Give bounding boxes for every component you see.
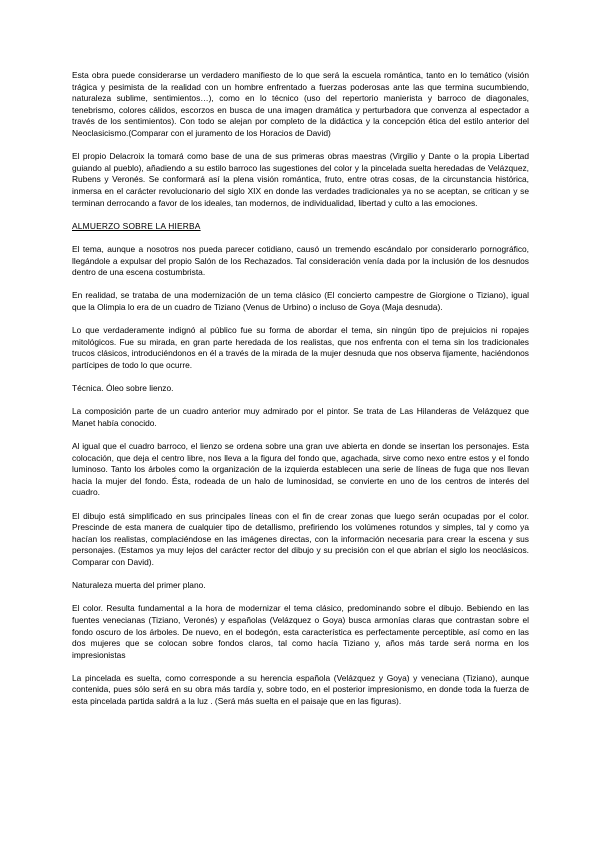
paragraph: Al igual que el cuadro barroco, el lienzo se ordena sobre una gran uve abierta en donde se insertan los personajes. Esta colocación, que deja el centro libre, nos lleva a la figura del fondo que, agachada, sirve como nexo entre estos y el fondo luminoso. Tanto los árboles como la organización de la izquierda establecen una serie de líneas de fuga que nos llevan hacia la mujer del fondo. Ésta, rodeada de un halo de luminosidad, se convierte en uno de los centros de interés del cuadro. — [72, 441, 529, 498]
paragraph: En realidad, se trataba de una modernización de un tema clásico (El concierto campestre de Giorgione o Tiziano), igual que la Olimpia lo era de un cuadro de Tiziano (Venus de Urbino) o incluso de Goya (Maja desnuda). — [72, 290, 529, 312]
document-body — [72, 70, 529, 719]
paragraph: Esta obra puede considerarse un verdadero manifiesto de lo que será la escuela romántica, tanto en lo temático (visión trágica y pesimista de la realidad con un hombre enfrentado a fuerzas poderosas ante las que termina sucumbiendo, naturaleza sublime, sentimientos…), como en lo técnico (uso del repertorio manierista y barroco de diagonales, tenebrismo, colores cálidos, escorzos en busca de una imagen dramática y perturbadora que convenza al espectador a través de los sentimientos). Con todo se alejan por completo de la didáctica y la concepción ética del estilo anterior del Neoclasicismo.(Comparar con el juramento de los Horacios de David) — [72, 70, 529, 138]
paragraph: Lo que verdaderamente indignó al público fue su forma de abordar el tema, sin ningún tipo de prejuicios ni ropajes mitológicos. Fue su mirada, en gran parte heredada de los realistas, que nos enfrenta con el tema sin los tradicionales trucos clásicos, introduciéndonos en él a través de la mirada de la mujer desnuda que nos observa fijamente, haciéndonos partícipes de todo lo que ocurre. — [72, 325, 529, 370]
paragraph: El tema, aunque a nosotros nos pueda parecer cotidiano, causó un tremendo escándalo por considerarlo pornográfico, llegándole a expulsar del propio Salón de los Rechazados. Tal consideración venía dada por la inclusión de los desnudos dentro de una escena costumbrista. — [72, 243, 529, 278]
paragraph: Técnica. Óleo sobre lienzo. — [72, 383, 174, 394]
paragraph: La pincelada es suelta, como corresponde a su herencia española (Velázquez y Goya) y veneciana (Tiziano), aunque contenida, pues sólo será en su obra más tardía y, sobre todo, en el posterior impresionismo, en donde toda la fuerza de esta pincelada partida saldrá a la luz . (Será más suelta en el paisaje que en las figuras). — [72, 672, 529, 707]
paragraph: El dibujo está simplificado en sus principales líneas con el fin de crear zonas que luego serán ocupadas por el color. Prescinde de esta manera de cualquier tipo de detallismo, prefiriendo los volúmenes rotundos y simples, tal y como ya hacían los realistas, complaciéndose en las imágenes directas, con la información necesaria para crear la escena y sus personajes. (Estamos ya muy lejos del carácter rector del dibujo y su precisión con el que abrían el siglo los neoclásicos. Comparar con David). — [72, 510, 529, 567]
section-heading: ALMUERZO SOBRE LA HIERBA — [72, 220, 201, 231]
paragraph: La composición parte de un cuadro anterior muy admirado por el pintor. Se trata de Las Hilanderas de Velázquez que Manet había conocido. — [72, 406, 529, 428]
paragraph: El color. Resulta fundamental a la hora de modernizar el tema clásico, predominando sobre el dibujo. Bebiendo en las fuentes venecianas (Tiziano, Veronés) y españolas (Velázquez o Goya) busca armonías claras que contrastan sobre el fondo oscuro de los árboles. De nuevo, en el bodegón, esta característica es perfectamente perceptible, así como en las dos mujeres que se colocan sobre fondos claros, tal como hacía Tiziano y, años más tarde será norma en los impresionistas — [72, 603, 529, 660]
paragraph: Naturaleza muerta del primer plano. — [72, 580, 206, 591]
paragraph: El propio Delacroix la tomará como base de una de sus primeras obras maestras (Virgilio y Dante o la propia Libertad guiando al pueblo), añadiendo a su estilo barroco las sugestiones del color y la pincelada suelta heredadas de Velázquez, Rubens y Veronés. Se conformará así la plena visión romántica, fruto, entre otras cosas, de la circunstancia histórica, inmersa en el carácter revolucionario del siglo XIX en donde las verdades tradicionales ya no se aceptan, se critican y se terminan derrocando a favor de los ideales, tan modernos, de individualidad, libertad y culto a las emociones. — [72, 151, 529, 208]
